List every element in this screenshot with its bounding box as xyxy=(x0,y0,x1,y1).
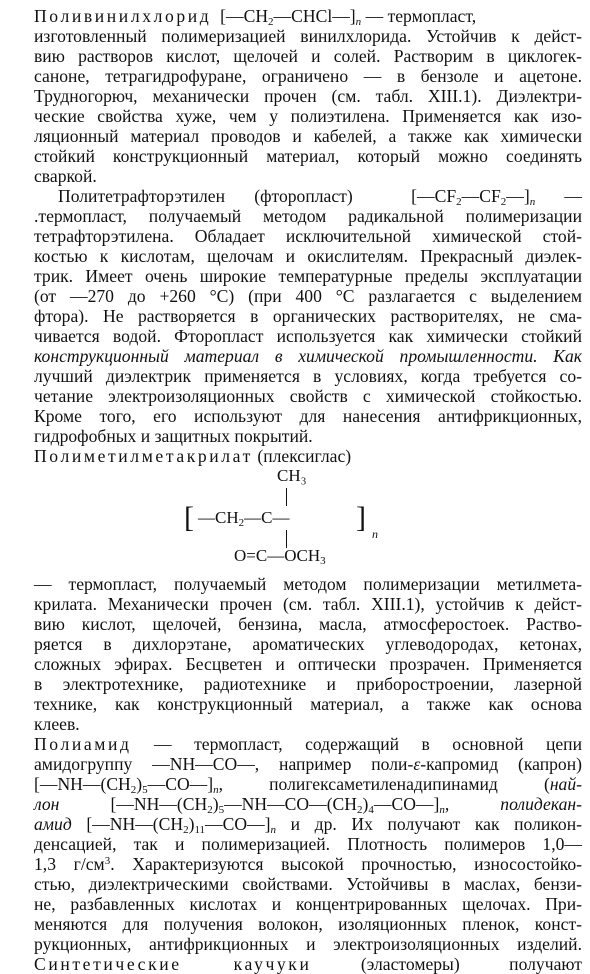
text-line: изготовленный полимеризацией винилхлорида. Устойчив к дейст- xyxy=(34,26,582,46)
text-line: — термопласт, получаемый методом полимеризации метилмета- xyxy=(34,574,582,594)
text-line: Поливинилхлорид $[—CH_2—CHCl—]_n$ — термопласт, xyxy=(34,6,477,28)
formula-chain: $—CH_2—C—$ xyxy=(198,508,290,529)
text-line: лон $[—NH—(CH_2)_5—NH—CO—(CH_2)_4—CO—]_n$, полидекан- xyxy=(34,794,583,816)
text-line: тетрафторэтилена. Обладает исключительной химической стой- xyxy=(34,226,582,246)
text-line: костью к кислотам, щелочам и окислителям. Прекрасный диэлек- xyxy=(34,246,582,266)
text-line: денсацией, так и полимеризацией. Плотность полимеров 1,0— xyxy=(34,834,582,854)
text-line: в электротехнике, радиотехнике и приборостроении, лазерной xyxy=(34,674,582,694)
text-line: четание электроизоляционных свойств с химической стойкостью. xyxy=(34,386,582,406)
text-line: амидогруппу —NH—CO—, например поли-ε-капромид (капрон) xyxy=(34,754,582,774)
text-line: чивается водой. Фторопласт используется как химически стойкий xyxy=(34,326,582,346)
text-line: конструкционный материал в химической промышленности. Как xyxy=(34,346,582,366)
text-line: .термопласт, получаемый методом радикальной полимеризации xyxy=(34,206,582,226)
text-line: Синтетические каучуки (эластомеры) получают xyxy=(34,954,582,974)
text-line: 1,3 $г/см^3$. Характеризуются высокой прочностью, износостойко- xyxy=(34,854,583,874)
text-line: технике, как конструкционный материал, а также как основа xyxy=(34,694,582,714)
formula-left-bracket: [ xyxy=(184,501,194,534)
formula-bond-up xyxy=(286,488,287,506)
text-line: Полиамид — термопласт, содержащий в основной цепи xyxy=(34,734,582,754)
text-line: лучший диэлектрик применяется в условиях, когда требуется со- xyxy=(34,366,582,386)
text-line: (от —270 до +260 °C) (при 400 °C разлагается с выделением xyxy=(34,286,582,306)
text-line: крилата. Механически прочен (см. табл. XIII.1), устойчив к дейст- xyxy=(34,594,582,614)
text-line: рукционных, антифрикционных и электроизоляционных изделий. xyxy=(34,934,582,954)
text-line: гидрофобных и защитных покрытий. xyxy=(34,426,313,446)
text-line: $[—NH—(CH_2)_5—CO—]_n$, полигексаметиленадипинамид (най- xyxy=(34,774,582,796)
text-line: ляционный материал проводов и кабелей, а также как химически xyxy=(34,126,582,146)
formula-ester: $O=C—OCH_3$ xyxy=(234,546,326,567)
formula-ch3: CH₃ xyxy=(277,466,307,485)
text-line: стью, диэлектрическими свойствами. Устойчивы в маслах, бензи- xyxy=(34,874,582,894)
text-line: Политетрафторэтилен (фторопласт) $[—CF_2—CF_2—]_n$ — xyxy=(58,186,582,208)
text-line: Трудногорюч, механически прочен (см. табл. XIII.1). Диэлектри- xyxy=(34,86,582,106)
formula-subscript-n: n xyxy=(372,527,378,541)
text-line: ряется в дихлорэтане, ароматических углеводородах, кетонах, xyxy=(34,634,582,654)
text-line: сваркой. xyxy=(34,166,97,186)
text-line: меняются для получения волокон, изоляционных пленок, конст- xyxy=(34,914,582,934)
text-line: сложных эфирах. Бесцветен и оптически прозрачен. Применяется xyxy=(34,654,582,674)
text-line: вию растворов кислот, щелочей и солей. Растворим в циклогек- xyxy=(34,46,582,66)
text-line: саноне, тетрагидрофуране, ограничено — в бензоле и ацетоне. xyxy=(34,66,582,86)
text-line: Кроме того, его используют для нанесения антифрикционных, xyxy=(34,406,582,426)
text-line: ческие свойства хуже, чем у полиэтилена. Применяется как изо- xyxy=(34,106,582,126)
text-line: не, разбавленных кислотах и концентрированных щелочах. При- xyxy=(34,894,582,914)
formula-right-bracket: ] xyxy=(356,501,366,534)
text-line: Полиметилметакрилат (плексиглас) xyxy=(34,446,352,466)
text-line: стойкий конструкционный материал, который можно соединять xyxy=(34,146,582,166)
text-line: амид $[—NH—(CH_2)_{11}—CO—]_n$ и др. Их получают как поликон- xyxy=(34,814,583,836)
text-line: фтора). Не растворяется в органических растворителях, не сма- xyxy=(34,306,582,326)
text-line: трик. Имеет очень широкие температурные пределы эксплуатации xyxy=(34,266,582,286)
text-line: вию кислот, щелочей, бензина, масла, атмосферостоек. Раство- xyxy=(34,614,582,634)
text-line: клеев. xyxy=(34,714,80,734)
